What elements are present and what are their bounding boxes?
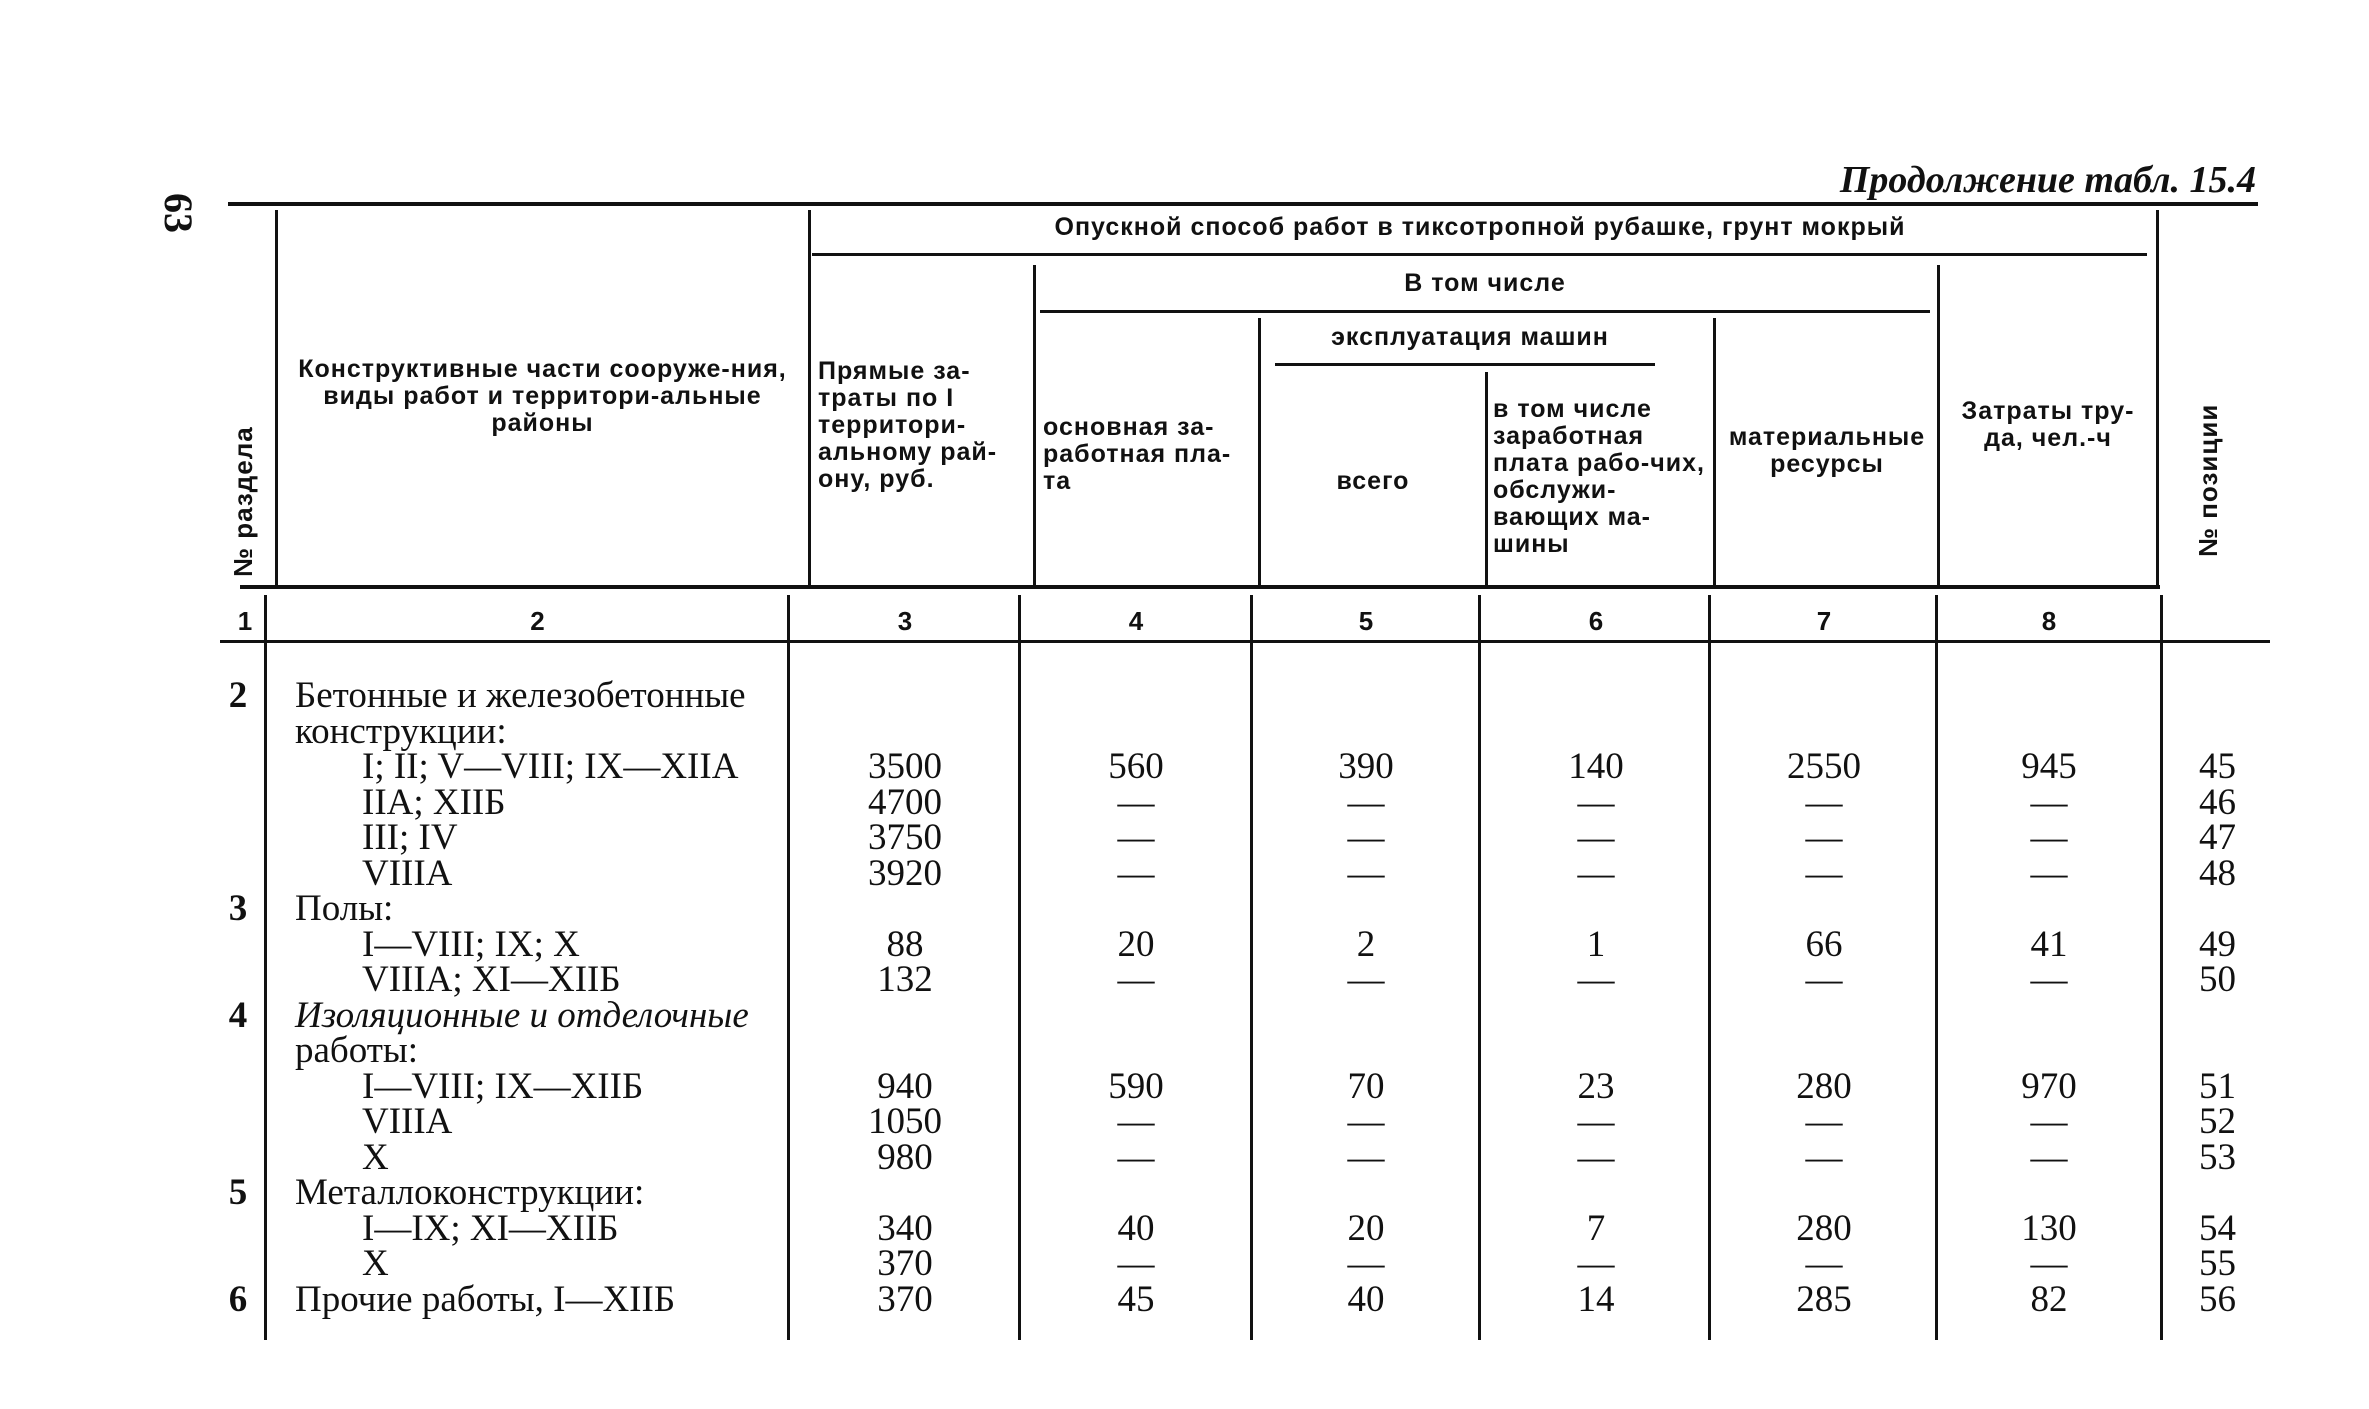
value-col-3: 370 — [877, 1278, 933, 1320]
row-label: VIIIA — [362, 1101, 453, 1142]
position-number: 51 — [2199, 1065, 2236, 1107]
top-rule — [228, 202, 2258, 206]
vrule-7 — [1937, 265, 1940, 585]
row-label: X — [362, 1243, 389, 1284]
value-col-5: — — [1347, 852, 1385, 894]
position-number: 53 — [2199, 1136, 2236, 1178]
vrule-5 — [1485, 372, 1488, 585]
value-col-4: 560 — [1108, 746, 1164, 787]
table-row — [0, 675, 2369, 716]
position-number: 50 — [2199, 959, 2236, 1000]
value-col-3: 980 — [877, 1136, 933, 1178]
row-label: X — [362, 1136, 389, 1178]
value-col-7: 285 — [1796, 1278, 1852, 1320]
header-materials: материальные ресурсы — [1728, 423, 1926, 478]
value-col-4: — — [1117, 1243, 1155, 1284]
vrule-1 — [275, 210, 278, 585]
row-label: I—VIII; IX; X — [362, 923, 580, 965]
header-method: Опускной способ работ в тиксотропной рубашке, грунт мокрый — [1054, 213, 1906, 241]
value-col-3: 340 — [877, 1207, 933, 1249]
value-col-5: 390 — [1338, 746, 1394, 787]
header-labor: Затраты тру-да, чел.-ч — [1961, 397, 2135, 452]
value-col-5: — — [1347, 781, 1385, 823]
section-number: 3 — [228, 888, 248, 929]
value-col-6: — — [1577, 1136, 1615, 1178]
header-including: В том числе — [1404, 269, 1566, 297]
colnum-1: 1 — [237, 606, 253, 636]
header-machine-wage: в том числе заработная плата рабо-чих, обслужи-вающих ма-шины — [1493, 395, 1705, 558]
value-col-4: — — [1117, 959, 1155, 1000]
row-label: VIIIA; XI—XIIБ — [362, 959, 621, 1000]
value-col-3: 1050 — [868, 1101, 942, 1142]
section-number: 5 — [228, 1172, 248, 1213]
header-bottom-rule — [240, 585, 2160, 589]
table-row — [0, 959, 2369, 1000]
value-col-5: — — [1347, 817, 1385, 858]
section-number: 4 — [228, 994, 248, 1036]
value-col-3: 4700 — [868, 781, 942, 823]
value-col-6: — — [1577, 1101, 1615, 1142]
vrule-4 — [1258, 318, 1261, 585]
position-number: 54 — [2199, 1207, 2236, 1249]
value-col-6: — — [1577, 781, 1615, 823]
value-col-7: — — [1805, 1101, 1843, 1142]
value-col-6: 7 — [1586, 1207, 1606, 1249]
table-row — [0, 1136, 2369, 1178]
value-col-7: — — [1805, 817, 1843, 858]
value-col-8: 970 — [2021, 1065, 2077, 1107]
value-col-6: — — [1577, 1243, 1615, 1284]
vrule-6 — [1713, 318, 1716, 585]
row-label: I; II; V—VIII; IX—XIIA — [362, 746, 739, 787]
value-col-8: 130 — [2021, 1207, 2077, 1249]
value-col-3: 3920 — [868, 852, 942, 894]
colnum-3: 3 — [897, 606, 913, 636]
section-number: 2 — [228, 675, 248, 716]
value-col-5: 40 — [1347, 1278, 1385, 1320]
value-col-7: 66 — [1805, 923, 1843, 965]
table-row — [0, 852, 2369, 894]
header-direct-costs: Прямые за-траты по I территори-альному рай-ону, руб. — [818, 357, 998, 493]
vrule-3 — [1033, 265, 1036, 585]
table-row — [0, 1030, 2369, 1071]
table-row — [0, 1172, 2369, 1213]
value-col-7: 2550 — [1787, 746, 1861, 787]
value-col-8: — — [2030, 1136, 2068, 1178]
vrule-2 — [808, 210, 811, 585]
row-label: I—VIII; IX—XIIБ — [362, 1065, 644, 1107]
position-number: 49 — [2199, 923, 2236, 965]
table-row — [0, 1278, 2369, 1320]
rule-including — [1040, 310, 1930, 313]
value-col-3: 3500 — [868, 746, 942, 787]
colnum-8: 8 — [2041, 606, 2057, 636]
value-col-3: 370 — [877, 1243, 933, 1284]
header-total: всего — [1336, 467, 1410, 495]
value-col-7: — — [1805, 959, 1843, 1000]
value-col-4: 40 — [1117, 1207, 1155, 1249]
value-col-4: — — [1117, 817, 1155, 858]
row-label: работы: — [295, 1030, 419, 1071]
value-col-6: — — [1577, 817, 1615, 858]
colnum-6: 6 — [1588, 606, 1604, 636]
position-number: 55 — [2199, 1243, 2236, 1284]
value-col-7: — — [1805, 1136, 1843, 1178]
colnum-7: 7 — [1816, 606, 1832, 636]
position-number: 56 — [2199, 1278, 2236, 1320]
value-col-8: — — [2030, 817, 2068, 858]
value-col-6: — — [1577, 852, 1615, 894]
position-number: 47 — [2199, 817, 2236, 858]
value-col-5: 70 — [1347, 1065, 1385, 1107]
row-label: конструкции: — [295, 710, 507, 752]
header-machines: эксплуатация машин — [1331, 323, 1609, 351]
row-label: Полы: — [295, 888, 394, 929]
rule-method — [812, 253, 2147, 256]
table-row — [0, 994, 2369, 1036]
value-col-4: — — [1117, 781, 1155, 823]
value-col-5: — — [1347, 1136, 1385, 1178]
value-col-4: 45 — [1117, 1278, 1155, 1320]
value-col-5: — — [1347, 1101, 1385, 1142]
colnum-4: 4 — [1128, 606, 1144, 636]
value-col-4: — — [1117, 1101, 1155, 1142]
row-label: VIIIA — [362, 852, 453, 894]
value-col-7: — — [1805, 781, 1843, 823]
value-col-6: 14 — [1577, 1278, 1615, 1320]
rule-machines — [1275, 363, 1655, 366]
value-col-8: 41 — [2030, 923, 2068, 965]
table-row — [0, 710, 2369, 752]
position-number: 52 — [2199, 1101, 2236, 1142]
table-caption: Продолжение табл. 15.4 — [1839, 159, 2256, 201]
colnum-5: 5 — [1358, 606, 1374, 636]
row-label: Металлоконструкции: — [295, 1172, 645, 1213]
value-col-3: 88 — [886, 923, 924, 965]
table-row — [0, 1065, 2369, 1107]
value-col-3: 132 — [877, 959, 933, 1000]
value-col-4: 590 — [1108, 1065, 1164, 1107]
value-col-7: 280 — [1796, 1065, 1852, 1107]
section-number: 6 — [228, 1278, 248, 1320]
table-row — [0, 781, 2369, 823]
colnum-2: 2 — [530, 606, 545, 636]
table-row — [0, 1101, 2369, 1142]
header-base-wage: основная за-работная пла-та — [1043, 413, 1232, 495]
value-col-5: 2 — [1356, 923, 1376, 965]
header-section-no: № раздела — [228, 426, 258, 577]
row-label: I—IX; XI—XIIБ — [362, 1207, 619, 1249]
value-col-6: 1 — [1586, 923, 1606, 965]
table-row — [0, 888, 2369, 929]
value-col-8: — — [2030, 959, 2068, 1000]
row-label: Изоляционные и отделочные — [295, 994, 749, 1036]
position-number: 48 — [2199, 852, 2236, 894]
colnum-bottom-rule — [220, 640, 2270, 643]
position-number: 45 — [2199, 746, 2236, 787]
value-col-4: — — [1117, 852, 1155, 894]
value-col-7: 280 — [1796, 1207, 1852, 1249]
header-position-no: № позиции — [2193, 403, 2223, 557]
value-col-6: 23 — [1577, 1065, 1615, 1107]
page-number: 63 — [156, 193, 201, 233]
header-parts: Конструктивные части сооруже-ния, виды работ и территори-альные районы — [298, 355, 787, 437]
table-row — [0, 1207, 2369, 1249]
value-col-8: — — [2030, 1243, 2068, 1284]
value-col-5: — — [1347, 959, 1385, 1000]
value-col-6: 140 — [1568, 746, 1624, 787]
table-row — [0, 817, 2369, 858]
value-col-4: 20 — [1117, 923, 1155, 965]
table-row — [0, 923, 2369, 965]
value-col-6: — — [1577, 959, 1615, 1000]
value-col-3: 940 — [877, 1065, 933, 1107]
value-col-7: — — [1805, 852, 1843, 894]
position-number: 46 — [2199, 781, 2236, 823]
value-col-3: 3750 — [868, 817, 942, 858]
row-label: Прочие работы, I—XIIБ — [295, 1278, 676, 1320]
table-row — [0, 1243, 2369, 1284]
value-col-7: — — [1805, 1243, 1843, 1284]
row-label: III; IV — [362, 817, 458, 858]
value-col-4: — — [1117, 1136, 1155, 1178]
value-col-8: 945 — [2021, 746, 2077, 787]
value-col-5: 20 — [1347, 1207, 1385, 1249]
value-col-5: — — [1347, 1243, 1385, 1284]
vrule-8 — [2156, 210, 2159, 585]
table-row — [0, 746, 2369, 787]
value-col-8: — — [2030, 781, 2068, 823]
value-col-8: — — [2030, 852, 2068, 894]
value-col-8: 82 — [2030, 1278, 2068, 1320]
value-col-8: — — [2030, 1101, 2068, 1142]
row-label: Бетонные и железобетонные — [295, 675, 746, 716]
row-label: IIA; XIIБ — [362, 781, 506, 823]
